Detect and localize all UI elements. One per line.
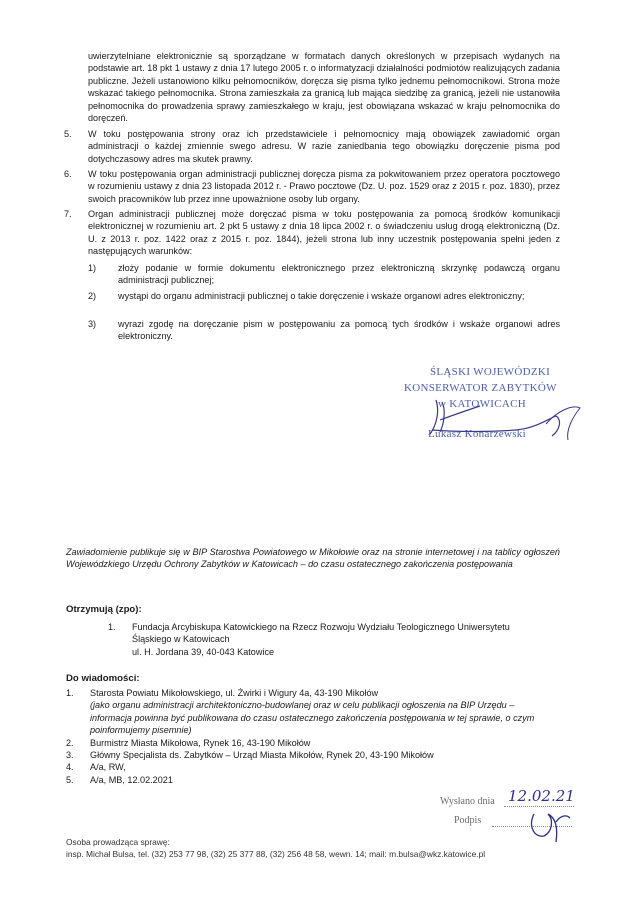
stamp-line-3: w KATOWICACH xyxy=(438,398,527,410)
recipient-line-3: ul. H. Jordana 39, 40-043 Katowice xyxy=(132,646,275,657)
sub-item-number: 2) xyxy=(88,291,97,301)
info-item-text: Główny Specjalista ds. Zabytków – Urząd Miasta Mikołów, Rynek 20, 43-190 Mikołów xyxy=(90,750,434,761)
recipients-heading: Otrzymują (zpo): xyxy=(66,604,142,615)
sub-item-text: złoży podanie w formie dokumentu elektronicznego przez elektroniczną skrzynkę podawczą organu administracji publicznej; xyxy=(118,263,560,286)
intro-paragraph: uwierzytelniane elektronicznie są sporządzane w formatach danych określonych w przepisach wydanych na podstawie art. 18 pkt 1 ustawy z dnia 17 lutego 2005 r. o informatyzacji działalności podmiotów realizujących zadania publiczne. Jeżeli ustanowiono kilku pełnomocników, doręcza się pisma tylko jednemu pełnomocnikowi. Strona może wskazać takiego pełnomocnika. Strona zamieszkała za granicą lub mająca siedzibę za granicą, jeżeli nie ustanowiła pełnomocnika do prowadzenia sprawy zamieszkałego w kraju, jest obowiązana wskazać w kraju pełnomocnika do doręczeń. xyxy=(88,51,560,124)
sub-item-1 xyxy=(88,262,560,287)
info-item-4 xyxy=(66,761,560,773)
list-item-number: 7. xyxy=(64,209,72,219)
info-item-note: (jako organu administracji architektoniczno-budowlanej oraz w celu publikacji ogłoszenia na BIP Urzędu – informacja powinna być publikowana do czasu ostatecznego zakończenia postępowania w tej sprawie, o czym poinformujemy pisemnie) xyxy=(90,700,535,736)
list-item-5 xyxy=(64,128,560,165)
sub-item-number: 1) xyxy=(88,263,97,273)
info-heading: Do wiadomości: xyxy=(66,673,140,684)
sent-signature xyxy=(526,808,576,844)
list-item-6 xyxy=(64,168,560,205)
info-item-2 xyxy=(66,737,560,749)
sub-item-text: wystąpi do organu administracji publicznej o takie doręczenie i wskaże organowi adres elektroniczny; xyxy=(118,291,525,301)
info-list xyxy=(66,687,560,786)
list-item-number: 5. xyxy=(64,129,72,139)
sent-date-label: Wysłano dnia xyxy=(440,796,495,807)
info-item-3 xyxy=(66,749,560,761)
list-item-text: Organ administracji publicznej może doręczać pisma w toku postępowania za pomocą środków komunikacji elektronicznej w rozumieniu art. 2 pkt 5 ustawy z dnia 18 lipca 2002 r. o świadczeniu usług drogą elektroniczną (Dz. U. z 2013 r. poz. 1422 oraz z 2015 r. poz. 1844), jeżeli strona lub inny uczestnik postępowania spełni jeden z następujących warunków: xyxy=(88,209,560,257)
info-item-1 xyxy=(66,687,560,737)
handwritten-signature xyxy=(396,360,586,450)
recipient-line-2: Śląskiego w Katowicach xyxy=(132,634,230,645)
sub-item-2 xyxy=(88,290,560,302)
info-item-text: Starosta Powiatu Mikołowskiego, ul. Żwirki i Wigury 4a, 43-190 Mikołów xyxy=(90,688,379,698)
sent-date-dots xyxy=(504,806,574,807)
publication-notice: Zawiadomienie publikuje się w BIP Starostwa Powiatowego w Mikołowie oraz na stronie internetowej i na tablicy ogłoszeń Wojewódzkiego Urzędu Ochrony Zabytków w Katowicach – do czasu ostatecznego zakończenia postępowania xyxy=(66,547,560,570)
footer-contact-label: Osoba prowadząca sprawę: xyxy=(66,837,170,847)
info-item-number: 3. xyxy=(66,750,74,761)
info-item-text: Burmistrz Miasta Mikołowa, Rynek 16, 43-190 Mikołów xyxy=(90,737,311,748)
footer-contact-details: insp. Michał Bulsa, tel. (32) 253 77 98, (32) 25 377 88, (32) 256 48 58, wewn. 14; mail: m.bulsa@wkz.katowice.pl xyxy=(66,849,486,859)
recipient-number: 1. xyxy=(108,622,116,632)
info-item-number: 2. xyxy=(66,737,74,748)
sub-item-3 xyxy=(88,318,560,343)
sent-date-handwritten: 12.02.21 xyxy=(508,787,575,805)
list-item-text: W toku postępowania organ administracji publicznej doręcza pisma za pokwitowaniem przez operatora pocztowego w rozumieniu ustawy z dnia 23 listopada 2012 r. - Prawo pocztowe (Dz. U. poz. 1529 oraz z 2015 r. poz. 1830), przez swoich pracowników lub przez inne upoważnione osoby lub organy. xyxy=(88,169,560,204)
list-item-7 xyxy=(64,208,560,258)
info-item-text: A/a, RW, xyxy=(90,762,126,773)
stamp-name: Łukasz Konarzewski xyxy=(428,428,526,440)
list-item-text: W toku postępowania strony oraz ich przedstawiciele i pełnomocnicy mają obowiązek zawiadomić organ administracji o każdej zmiennie swego adresu. W razie zaniedbania tego obowiązku doręczenie pisma pod dotychczasowy adres ma skutek prawny. xyxy=(88,129,560,164)
sub-item-text: wyrazi zgodę na doręczanie pism w postępowaniu za pomocą tych środków i wskaże organowi adres elektroniczny. xyxy=(118,319,560,342)
info-item-number: 5. xyxy=(66,774,74,785)
list-item-number: 6. xyxy=(64,169,72,179)
stamp-line-1: ŚLĄSKI WOJEWÓDZKI xyxy=(430,366,551,378)
info-item-number: 1. xyxy=(66,688,74,698)
signature-label: Podpis xyxy=(454,815,482,826)
recipient-item xyxy=(108,621,568,658)
official-stamp xyxy=(396,360,576,460)
info-item-text: A/a, MB, 12.02.2021 xyxy=(90,774,173,785)
stamp-line-2: KONSERWATOR ZABYTKÓW xyxy=(404,382,557,394)
info-item-number: 4. xyxy=(66,762,74,773)
recipient-line-1: Fundacja Arcybiskupa Katowickiego na Rzecz Rozwoju Wydziału Teologicznego Uniwersytetu xyxy=(132,622,510,632)
info-item-5 xyxy=(66,774,560,786)
sub-item-number: 3) xyxy=(88,319,97,329)
